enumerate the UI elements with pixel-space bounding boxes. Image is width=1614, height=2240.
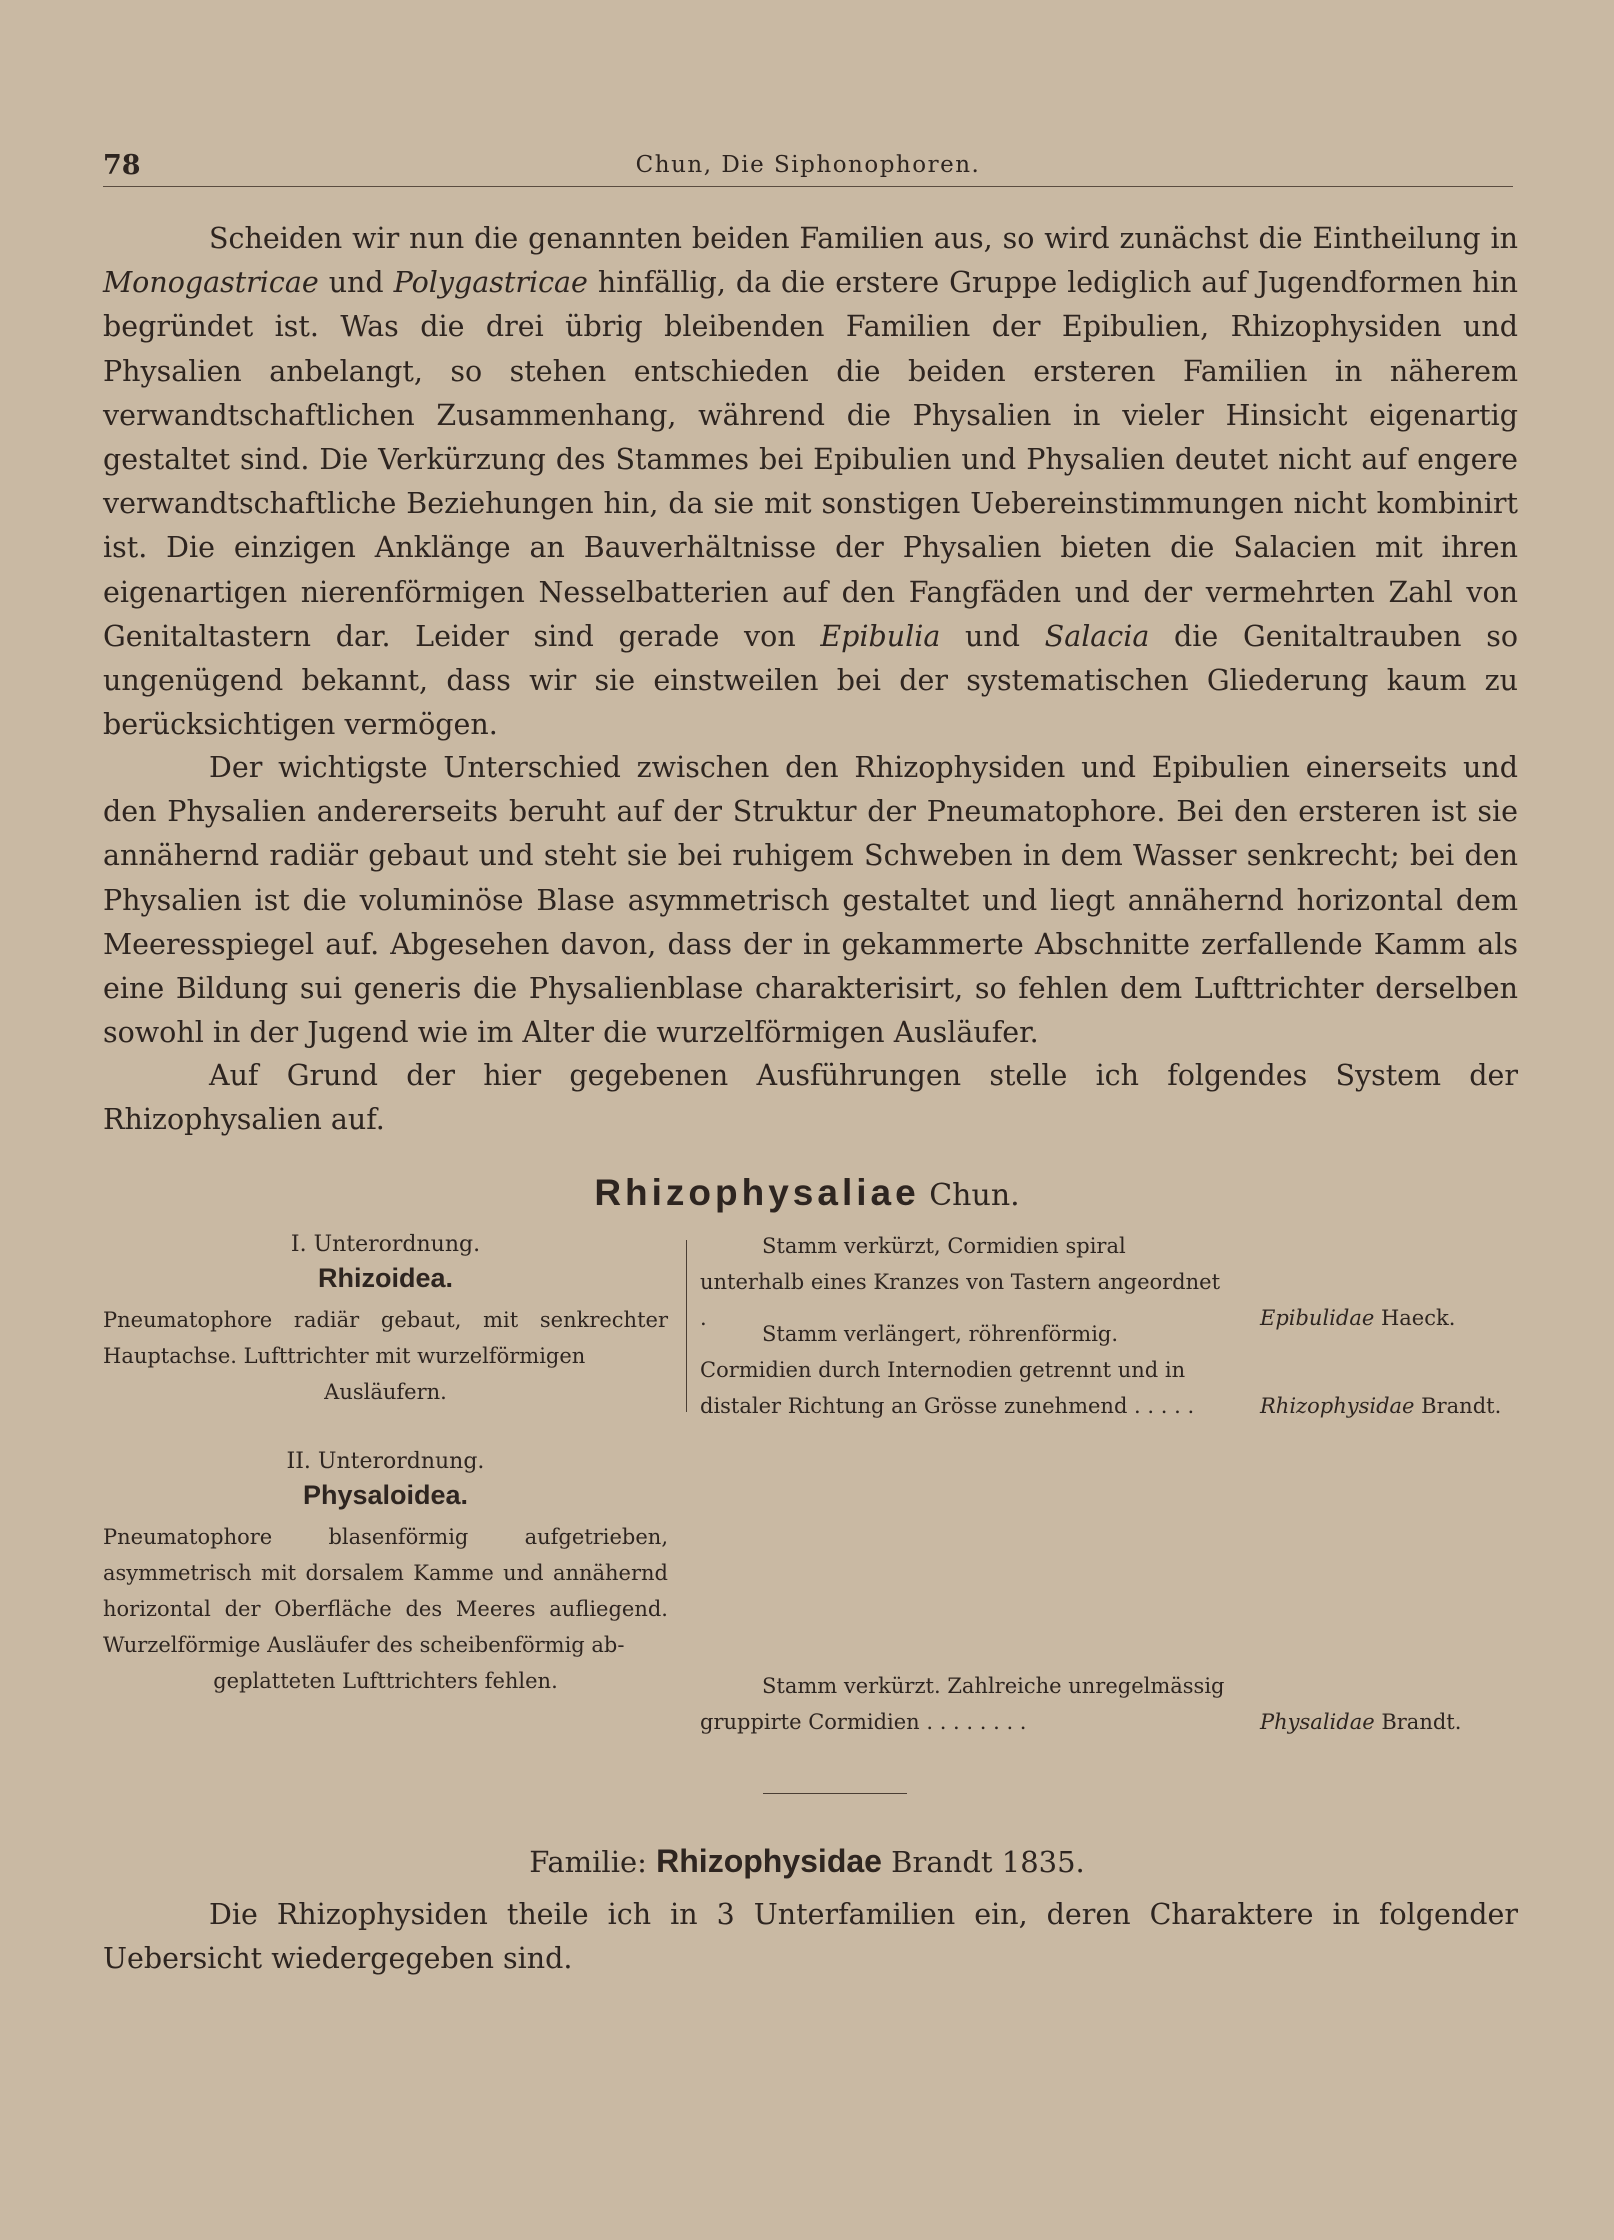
- family-rhizophysidae: Rhizophysidae: [1260, 1394, 1415, 1418]
- suborder-description: Pneumatophore blasenförmig aufgetrieben, asymmetrisch mit dorsalem Kamme und annähernd horizontal der Oberfläche des Meeres aufliegend. Wurzelförmige Ausläufer des scheibenförmig ab-: [103, 1525, 668, 1657]
- key-text: Stamm verkürzt. Zahlreiche unregelmässig gruppirte Cormidien . . . . . . . .: [700, 1674, 1225, 1734]
- key-entry-rhizophysidae: [700, 1316, 1540, 1424]
- system-title: Rhizophysaliae: [594, 1172, 920, 1213]
- paragraph-system-intro: Auf Grund der hier gegebenen Ausführungen stelle ich folgendes System der Rhizophysalien auf.: [103, 1059, 1518, 1137]
- page-header: [103, 150, 1513, 187]
- family-author: Brandt 1835.: [891, 1845, 1085, 1879]
- family-epibulidae: Epibulidae: [1260, 1306, 1375, 1330]
- suborder-name: Rhizoidea.: [317, 1263, 453, 1293]
- paragraph-subfamilies: Die Rhizophysiden theile ich in 3 Unterfamilien ein, deren Charaktere in folgender Uebersicht wiedergegeben sind.: [103, 1898, 1518, 1976]
- term-polygastricae: Polygastricae: [393, 266, 588, 300]
- suborder-physaloidea: [103, 1449, 668, 1699]
- suborder-rhizoidea: [103, 1232, 668, 1410]
- system-author: Chun.: [929, 1178, 1020, 1213]
- family-name: Rhizophysidae: [656, 1843, 882, 1879]
- family-heading: [0, 1843, 1614, 1880]
- term-monogastricae: Monogastricae: [103, 266, 319, 300]
- page-number: 78: [103, 150, 141, 181]
- term-salacia: Salacia: [1044, 619, 1150, 653]
- family-prefix: Familie:: [529, 1845, 647, 1879]
- suborder-description-end: Ausläufern.: [324, 1380, 447, 1404]
- system-heading: [0, 1172, 1614, 1214]
- suborder-label: I. Unterordnung.: [290, 1232, 481, 1257]
- family-author: Brandt.: [1421, 1394, 1502, 1418]
- paragraph-pneumatophore: Der wichtigste Unterschied zwischen den Rhizophysiden und Epibulien einerseits und den Physalien andererseits beruht auf der Struktur der Pneumatophore. Bei den ersteren ist sie annähernd radiär gebaut und steht sie bei ruhigem Schweben in dem Wasser senkrecht; bei den Physalien ist die voluminöse Blase asymmetrisch gestaltet und liegt annähernd horizontal dem Meeresspiegel auf. Abgesehen davon, dass der in gekammerte Abschnitte zerfallende Kamm als eine Bildung sui generis die Physalienblase charakterisirt, so fehlen dem Lufttrichter derselben sowohl in der Jugend wie im Alter die wurzelförmigen Ausläufer.: [103, 751, 1518, 1050]
- suborder-description-end: geplatteten Lufttrichters fehlen.: [213, 1669, 558, 1693]
- family-author: Brandt.: [1381, 1710, 1462, 1734]
- key-entry-physalidae: [700, 1668, 1540, 1740]
- suborder-description: Pneumatophore radiär gebaut, mit senkrechter Hauptachse. Lufttrichter mit wurzelförmigen: [103, 1308, 668, 1368]
- family-physalidae: Physalidae: [1260, 1710, 1375, 1734]
- key-text: Stamm verlängert, röhrenförmig. Cormidien durch Internodien getrennt und in distaler Richtung an Grösse zunehmend . . . . .: [700, 1322, 1195, 1418]
- term-epibulia: Epibulia: [820, 619, 941, 653]
- family-author: Haeck.: [1380, 1306, 1456, 1330]
- key-text: Stamm verkürzt, Cormidien spiral unterhalb eines Kranzes von Tastern angeordnet .: [700, 1234, 1221, 1330]
- suborder-label: II. Unterordnung.: [286, 1449, 485, 1474]
- paragraph-families: Scheiden wir nun die genannten beiden Familien aus, so wird zunächst die Eintheilung in Monogastricae und Polygastricae hinfällig, da die erstere Gruppe lediglich auf Jugendformen hin begründet ist. Was die drei übrig bleibenden Familien der Epibulien, Rhizophysiden und Physalien anbelangt, so stehen entschieden die beiden ersteren Familien in näherem verwandtschaftlichen Zusammenhang, während die Physalien in vieler Hinsicht eigenartig gestaltet sind. Die Verkürzung des Stammes bei Epibulien und Physalien deutet nicht auf engere verwandtschaftliche Beziehungen hin, da sie mit sonstigen Uebereinstimmungen nicht kombinirt ist. Die einzigen Anklänge an Bauverhältnisse der Physalien bieten die Salacien mit ihren eigenartigen nierenförmigen Nesselbatterien auf den Fangfäden und der vermehrten Zahl von Genitaltastern dar. Leider sind gerade von Epibulia und Salacia die Genitaltrauben so ungenügend bekannt, dass wir sie einstweilen bei der systematischen Gliederung kaum zu berücksichtigen vermögen.: [103, 222, 1518, 742]
- running-title: Chun, Die Siphonophoren.: [635, 152, 981, 178]
- key-bracket: [686, 1240, 687, 1412]
- section-divider: [763, 1793, 907, 1794]
- suborder-name: Physaloidea.: [302, 1480, 469, 1510]
